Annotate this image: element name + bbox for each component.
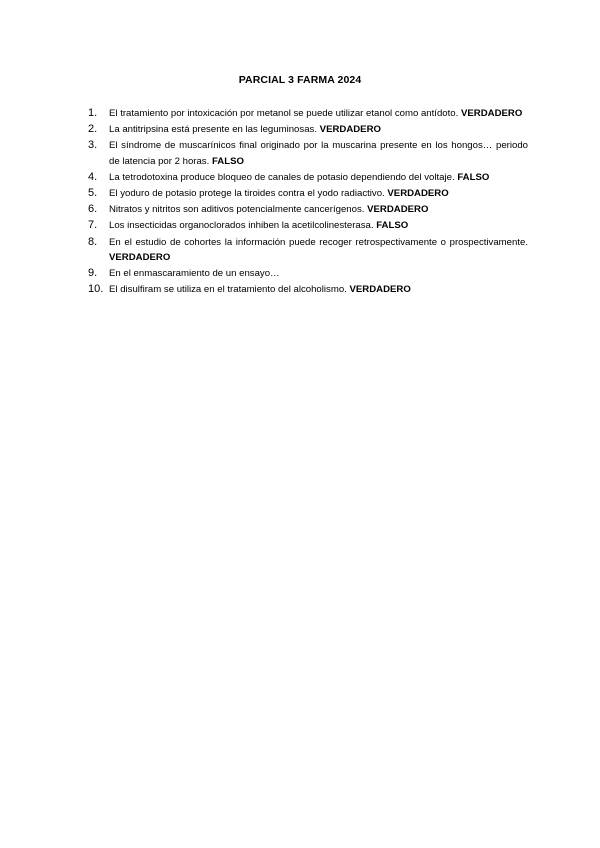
- item-text: El disulfiram se utiliza en el tratamiento del alcoholismo.: [109, 284, 347, 296]
- item-text: La tetrodotoxina produce bloqueo de canales de potasio dependiendo del voltaje.: [109, 171, 455, 183]
- item-answer: FALSO: [211, 155, 244, 167]
- item-answer: VERDADERO: [387, 188, 449, 200]
- item-text: Los insecticidas organoclorados inhiben la acetilcolinesterasa.: [109, 220, 374, 232]
- item-text: En el enmascaramiento de un ensayo…: [109, 268, 280, 280]
- list-item: [88, 282, 528, 297]
- list-item: [88, 235, 528, 265]
- list-item: [88, 218, 528, 233]
- item-number: 1.: [88, 107, 98, 119]
- item-number: 6.: [88, 203, 98, 216]
- item-answer: FALSO: [457, 171, 490, 183]
- item-answer: VERDADERO: [460, 108, 523, 119]
- item-answer: VERDADERO: [109, 251, 171, 263]
- item-answer: VERDADERO: [319, 124, 381, 136]
- list-item: [88, 202, 528, 217]
- item-number: 9.: [88, 267, 98, 280]
- item-text: En el estudio de cohortes la información puede recoger retrospectivamente o prospectivamente.: [109, 236, 528, 248]
- item-text: El tratamiento por intoxicación por metanol se puede utilizar etanol como antídoto.: [109, 108, 459, 119]
- item-number: 4.: [88, 170, 98, 183]
- item-number: 3.: [88, 139, 98, 152]
- item-number: 5.: [88, 187, 98, 200]
- list-item: [88, 106, 528, 121]
- list-item: [88, 122, 528, 137]
- question-list: [88, 106, 528, 298]
- item-answer: FALSO: [376, 220, 409, 232]
- page-title: PARCIAL 3 FARMA 2024: [238, 74, 362, 86]
- item-answer: VERDADERO: [349, 284, 411, 296]
- item-text: El yoduro de potasio protege la tiroides contra el yodo radiactivo.: [109, 188, 385, 200]
- item-text: Nitratos y nitritos son aditivos potencialmente cancerígenos.: [109, 204, 365, 216]
- list-item: [88, 266, 528, 281]
- item-number: 2.: [88, 123, 98, 136]
- item-text: La antitripsina está presente en las leguminosas.: [109, 124, 317, 136]
- item-text: El síndrome de muscarínicos final originado por la muscarina presente en los hongos… periodo de latencia por 2 horas.: [109, 140, 528, 167]
- list-item: [88, 170, 528, 185]
- item-answer: VERDADERO: [367, 204, 429, 216]
- item-number: 8.: [88, 235, 98, 248]
- item-number: 10.: [88, 283, 104, 296]
- item-number: 7.: [88, 219, 98, 232]
- list-item: [88, 138, 528, 168]
- list-item: [88, 186, 528, 201]
